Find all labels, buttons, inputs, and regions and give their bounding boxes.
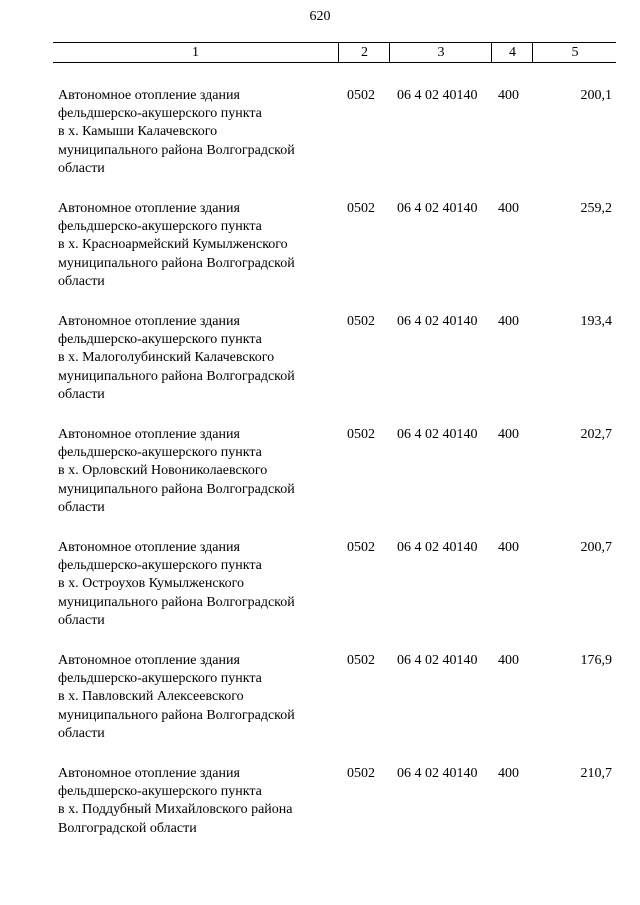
target-article: 06 4 02 40140 xyxy=(397,766,478,781)
description-line: области xyxy=(58,160,105,176)
section-code: 0502 xyxy=(347,653,375,668)
expense-type: 400 xyxy=(498,427,519,442)
section-code: 0502 xyxy=(347,201,375,216)
description-line: Волгоградской области xyxy=(58,820,197,836)
target-article: 06 4 02 40140 xyxy=(397,653,478,668)
table-row xyxy=(0,765,640,878)
description-line: муниципального района Волгоградской xyxy=(58,255,295,271)
section-code: 0502 xyxy=(347,766,375,781)
description-line: в х. Остроухов Кумылженского xyxy=(58,576,245,592)
amount: 210,7 xyxy=(580,766,612,781)
table-row xyxy=(0,652,640,765)
target-article: 06 4 02 40140 xyxy=(397,540,478,555)
target-article: 06 4 02 40140 xyxy=(397,88,478,103)
amount: 200,7 xyxy=(580,540,612,555)
table-row xyxy=(0,200,640,313)
section-code: 0502 xyxy=(347,314,375,329)
description-line: в х. Павловский Алексеевского xyxy=(58,689,244,705)
description-line: Автономное отопление здания xyxy=(58,427,240,442)
table-header xyxy=(53,42,616,63)
table-row xyxy=(0,539,640,652)
description-line: области xyxy=(58,386,105,402)
description-line: муниципального района Волгоградской xyxy=(58,481,295,497)
description-line: муниципального района Волгоградской xyxy=(58,368,295,384)
description-line: области xyxy=(58,273,105,289)
description-line: фельдшерско-акушерского пункта xyxy=(58,558,262,574)
header-col-5: 5 xyxy=(532,43,617,62)
page-number: 620 xyxy=(309,9,331,24)
description-line: в х. Поддубный Михайловского района xyxy=(58,802,293,818)
row-description xyxy=(58,426,338,517)
description-line: фельдшерско-акушерского пункта xyxy=(58,671,262,687)
section-code: 0502 xyxy=(347,540,375,555)
description-line: в х. Орловский Новониколаевского xyxy=(58,463,268,479)
description-line: Автономное отопление здания xyxy=(58,653,240,668)
description-line: муниципального района Волгоградской xyxy=(58,594,295,610)
amount: 176,9 xyxy=(580,653,612,668)
description-line: муниципального района Волгоградской xyxy=(58,142,295,158)
row-description xyxy=(58,313,338,404)
description-line: в х. Камыши Калачевского xyxy=(58,124,218,140)
description-line: фельдшерско-акушерского пункта xyxy=(58,219,262,235)
table-row xyxy=(0,426,640,539)
description-line: в х. Малоголубинский Калачевского xyxy=(58,350,275,366)
row-description xyxy=(58,765,338,838)
expense-type: 400 xyxy=(498,314,519,329)
amount: 259,2 xyxy=(580,201,612,216)
description-line: фельдшерско-акушерского пункта xyxy=(58,106,262,122)
row-description xyxy=(58,200,338,291)
section-code: 0502 xyxy=(347,427,375,442)
header-col-3: 3 xyxy=(389,43,492,62)
description-line: фельдшерско-акушерского пункта xyxy=(58,445,262,461)
description-line: Автономное отопление здания xyxy=(58,766,240,781)
header-col-4: 4 xyxy=(491,43,533,62)
description-line: Автономное отопление здания xyxy=(58,88,240,103)
description-line: области xyxy=(58,725,105,741)
target-article: 06 4 02 40140 xyxy=(397,314,478,329)
table-row xyxy=(0,313,640,426)
description-line: Автономное отопление здания xyxy=(58,314,240,329)
description-line: в х. Красноармейский Кумылженского xyxy=(58,237,288,253)
expense-type: 400 xyxy=(498,201,519,216)
description-line: Автономное отопление здания xyxy=(58,540,240,555)
row-description xyxy=(58,539,338,630)
expense-type: 400 xyxy=(498,653,519,668)
table-row xyxy=(0,87,640,200)
table-body xyxy=(0,87,640,878)
target-article: 06 4 02 40140 xyxy=(397,427,478,442)
description-line: муниципального района Волгоградской xyxy=(58,707,295,723)
row-description xyxy=(58,652,338,743)
target-article: 06 4 02 40140 xyxy=(397,201,478,216)
expense-type: 400 xyxy=(498,540,519,555)
amount: 202,7 xyxy=(580,427,612,442)
amount: 193,4 xyxy=(580,314,612,329)
expense-type: 400 xyxy=(498,766,519,781)
row-description xyxy=(58,87,338,178)
description-line: Автономное отопление здания xyxy=(58,201,240,216)
header-col-1: 1 xyxy=(192,45,199,60)
description-line: фельдшерско-акушерского пункта xyxy=(58,784,262,800)
description-line: области xyxy=(58,612,105,628)
amount: 200,1 xyxy=(580,88,612,103)
expense-type: 400 xyxy=(498,88,519,103)
section-code: 0502 xyxy=(347,88,375,103)
description-line: фельдшерско-акушерского пункта xyxy=(58,332,262,348)
header-col-2: 2 xyxy=(338,43,390,62)
description-line: области xyxy=(58,499,105,515)
